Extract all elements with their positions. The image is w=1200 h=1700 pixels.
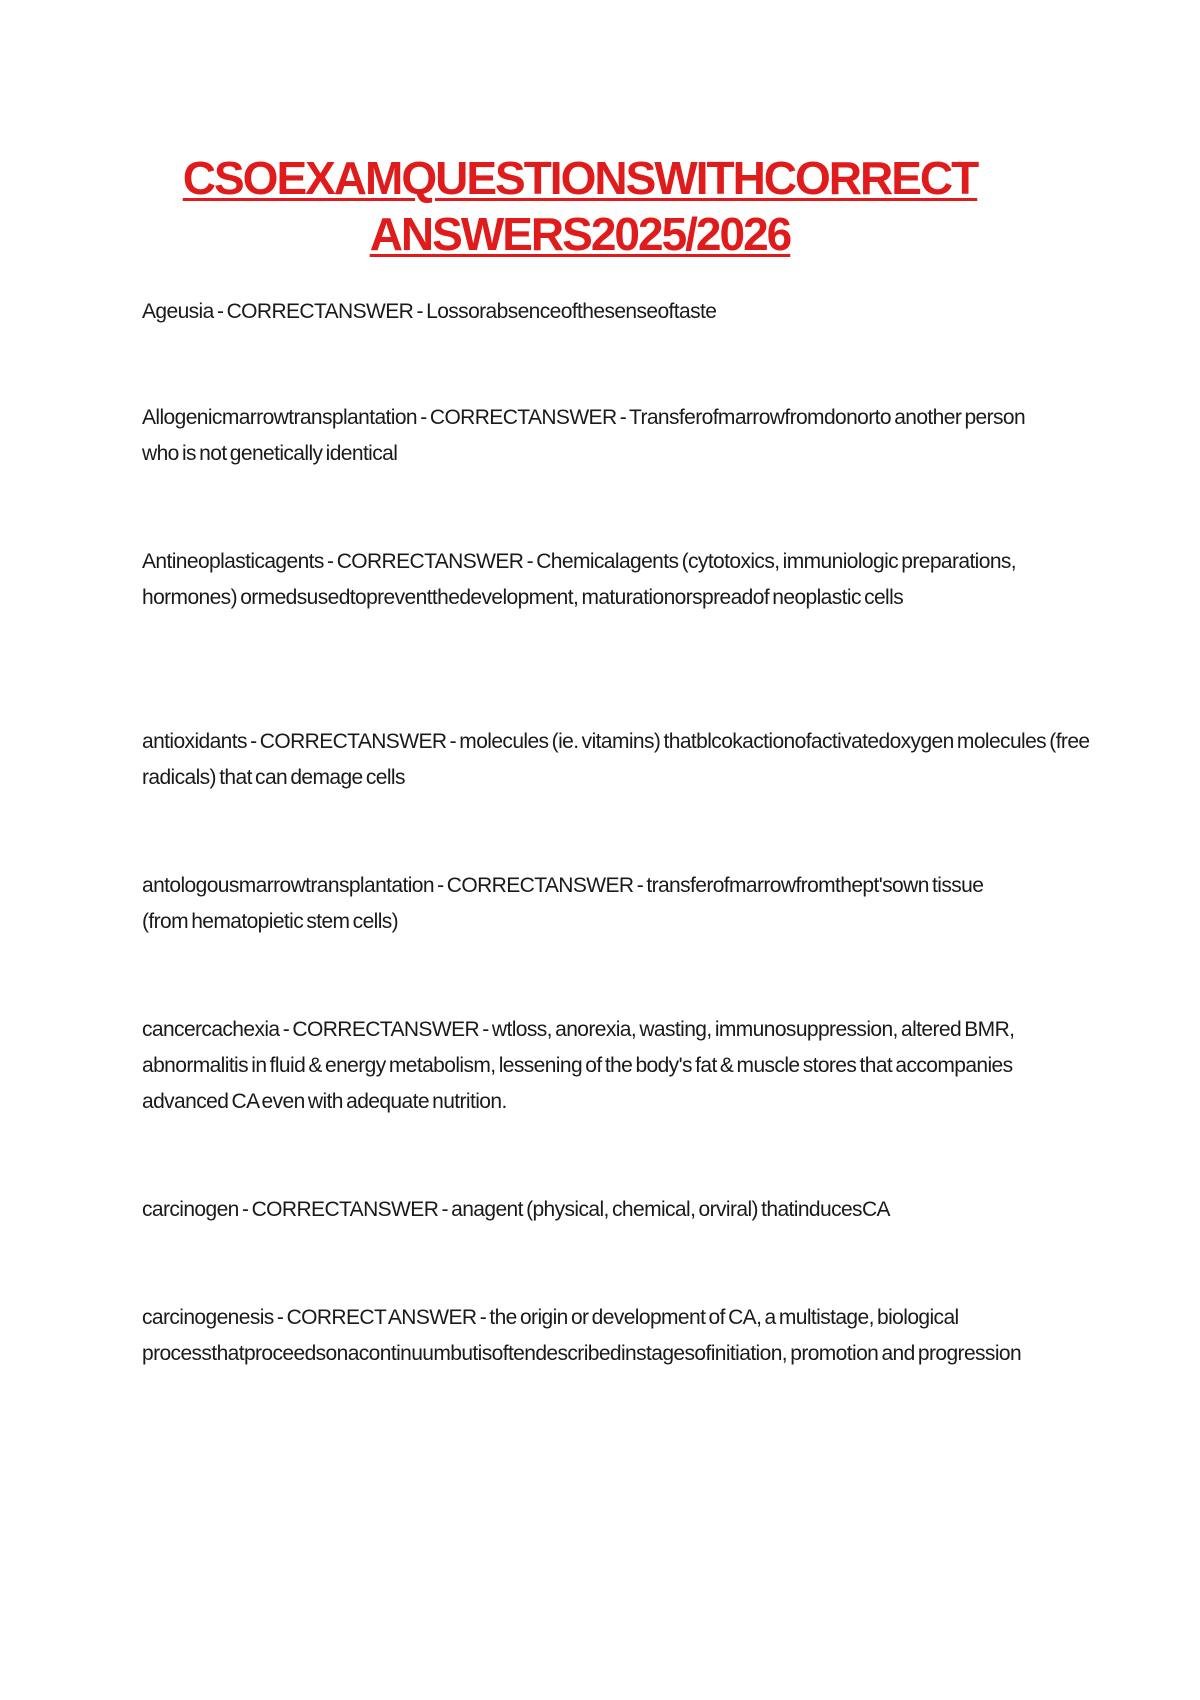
entry-answer-label: CORRECTANSWER xyxy=(259,730,447,753)
entry-term: carcinogen xyxy=(142,1198,239,1221)
title-line-1 xyxy=(120,150,1040,206)
entry-definition: wtloss, anorexia, wasting, immunosuppression, altered BMR, abnormalitis in fluid & energy metabolism, lessening of the body's fat & muscle stores that accompanies advanced CA even with adequate nutrition. xyxy=(142,1018,1015,1113)
entry-term: carcinogenesis xyxy=(142,1306,274,1329)
entry-separator: - xyxy=(213,300,227,323)
entry-separator: - xyxy=(323,550,337,573)
glossary-entry-carcinogenesis xyxy=(142,1300,1102,1372)
entry-separator: - xyxy=(238,1198,252,1221)
entry-separator: - xyxy=(523,550,537,573)
entry-definition: anagent (physical, chemical, orviral) thatinducesCA xyxy=(451,1198,890,1221)
entry-separator: - xyxy=(479,1018,492,1041)
document-title xyxy=(120,150,1040,262)
glossary-entry-antioxidants xyxy=(142,724,1102,796)
entry-definition: transferofmarrowfromthept'sown tissue (from hematopietic stem cells) xyxy=(142,874,984,933)
entry-separator: - xyxy=(413,300,427,323)
entry-separator: - xyxy=(633,874,647,897)
entry-definition: molecules (ie. vitamins) thatblcokactionofactivatedoxygen molecules (free radicals) that can demage cells xyxy=(142,730,1090,789)
entry-separator: - xyxy=(417,406,430,429)
entry-definition: Chemicalagents (cytotoxics, immuniologic preparations, hormones) ormedsusedtopreventthedevelopment, maturationorspreadof neoplastic cells xyxy=(142,550,1017,609)
title-line-2 xyxy=(120,206,1040,262)
entry-definition: Transferofmarrowfromdonorto another person who is not genetically identical xyxy=(142,406,1026,465)
entry-term: cancercachexia xyxy=(142,1018,280,1041)
glossary-entry-antineoplastic xyxy=(142,544,1102,616)
glossary-entry-carcinogen xyxy=(142,1192,1102,1228)
entry-answer-label: CORRECTANSWER xyxy=(226,300,414,323)
entry-term: antioxidants xyxy=(142,730,247,753)
glossary-entry-ageusia xyxy=(142,294,1102,330)
glossary-entry-antologous xyxy=(142,868,1022,940)
entry-separator: - xyxy=(279,1018,293,1041)
entry-answer-label: CORRECTANSWER xyxy=(446,874,634,897)
entry-separator: - xyxy=(616,406,630,429)
entry-answer-label: CORRECT ANSWER xyxy=(286,1306,477,1329)
entry-definition: Lossorabsenceofthesenseoftaste xyxy=(426,300,717,323)
entry-separator: - xyxy=(273,1306,287,1329)
entry-separator: - xyxy=(446,730,460,753)
entry-term: Ageusia xyxy=(142,300,214,323)
entry-separator: - xyxy=(476,1306,490,1329)
glossary-entry-allogenic xyxy=(142,400,1042,472)
entry-answer-label: CORRECTANSWER xyxy=(336,550,524,573)
entry-term: Allogenicmarrowtransplantation xyxy=(142,406,417,429)
entry-separator: - xyxy=(438,1198,452,1221)
entry-separator: - xyxy=(433,874,447,897)
entry-separator: - xyxy=(246,730,260,753)
title-text-1: CSOEXAMQUESTIONSWITHCORRECT xyxy=(182,152,978,204)
title-text-2: ANSWERS2025/2026 xyxy=(369,208,791,260)
entry-answer-label: CORRECTANSWER xyxy=(292,1018,480,1041)
entry-term: Antineoplasticagents xyxy=(142,550,324,573)
entry-answer-label: CORRECTANSWER xyxy=(429,406,617,429)
glossary-entry-cancer-cachexia xyxy=(142,1012,1102,1120)
entry-answer-label: CORRECTANSWER xyxy=(251,1198,439,1221)
entry-term: antologousmarrowtransplantation xyxy=(142,874,434,897)
entry-definition: the origin or development of CA, a multistage, biological processthatproceedsonacontinuumbutisoftendescribedinstagesofinitiation, promotion and progression xyxy=(142,1306,1022,1365)
